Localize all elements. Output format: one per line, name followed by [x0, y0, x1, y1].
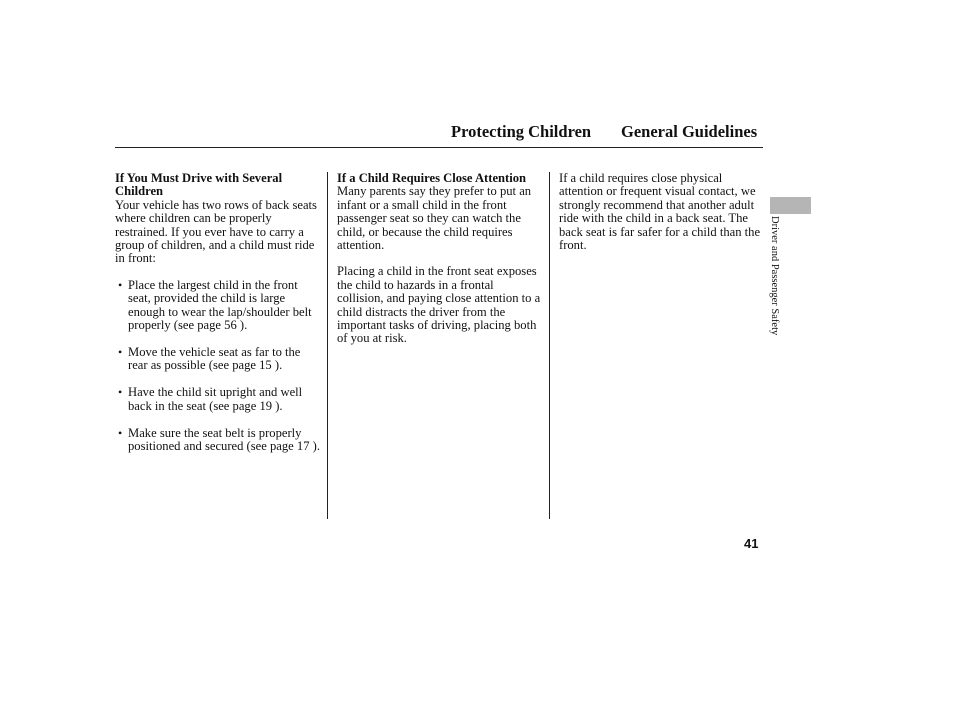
col2-para2: Placing a child in the front seat exposes the child to hazards in a frontal collision, and paying close attention to a child distracts the driver from the important tasks of driving, placing both of you at risk.: [337, 264, 541, 346]
bullet-icon: •: [118, 385, 123, 400]
col1-bullet-list: [115, 279, 321, 454]
side-section-label: Driver and Passenger Safety: [769, 216, 780, 336]
list-item: • Make sure the seat belt is properly positioned and secured (see page 17 ).: [118, 425, 320, 453]
bullet-icon: •: [118, 277, 123, 292]
column-right: [559, 172, 765, 252]
list-item: • Place the largest child in the front seat, provided the child is large enough to wear the lap/shoulder belt properly (see page 56 ).: [118, 277, 312, 333]
col2-para1: Many parents say they prefer to put an infant or a small child in the front passenger seat so they can watch the child, or because the child requires attention.: [337, 184, 532, 253]
col1-intro: Your vehicle has two rows of back seats where children can be properly restrained. If you ever have to carry a group of children, and a child must ride in front:: [115, 197, 317, 266]
page-header: [115, 121, 763, 148]
page-number: 41: [744, 536, 759, 551]
column-left: [115, 172, 321, 467]
section-tab: [770, 197, 811, 214]
col3-para1: If a child requires close physical attention or frequent visual contact, we strongly recommend that another adult ride with the child in a back seat. The back seat is far safer for a child than the front.: [559, 171, 761, 253]
list-item: • Have the child sit upright and well back in the seat (see page 19 ).: [118, 385, 303, 413]
column-middle: [337, 172, 543, 346]
column-divider: [549, 172, 550, 519]
column-divider: [327, 172, 328, 519]
subsection-title: General Guidelines: [621, 122, 758, 141]
bullet-icon: •: [118, 344, 123, 359]
list-item: • Move the vehicle seat as far to the rear as possible (see page 15 ).: [118, 344, 301, 373]
section-title: Protecting Children: [451, 122, 592, 141]
bullet-icon: •: [118, 425, 123, 440]
col2-heading: If a Child Requires Close Attention: [337, 171, 527, 185]
col1-heading: If You Must Drive with Several Children: [115, 171, 283, 199]
